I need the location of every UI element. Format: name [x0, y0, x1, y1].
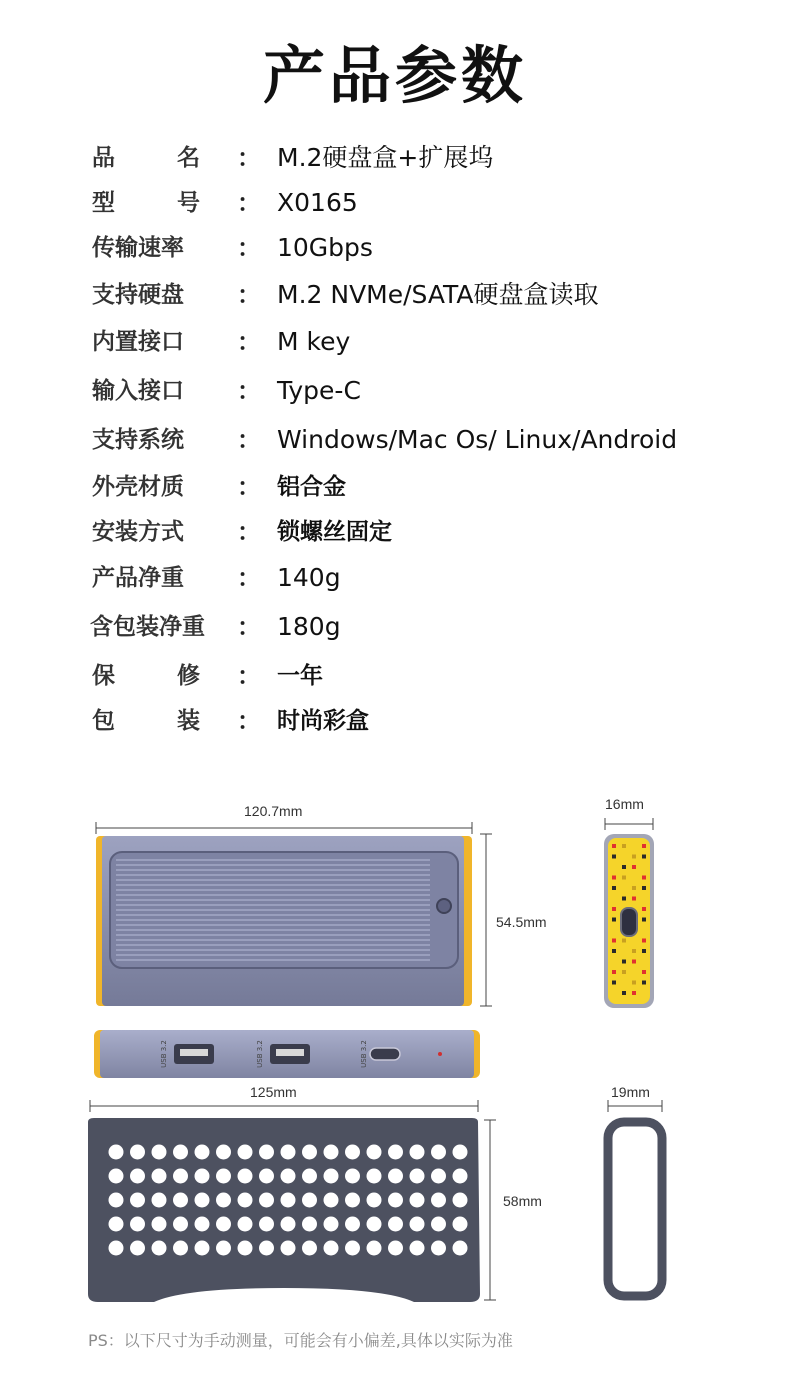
spec-label-part: 号 [177, 190, 200, 216]
case-hole [130, 1169, 145, 1184]
texture-dot [622, 897, 626, 901]
case-hole [302, 1193, 317, 1208]
spec-row [0, 512, 790, 552]
case-hole [281, 1193, 296, 1208]
dim-case-height: 58mm [503, 1193, 542, 1209]
usb-a-2-label: USB 3.2 [255, 1040, 264, 1068]
case-hole [431, 1241, 446, 1256]
case-illustration [84, 1098, 504, 1310]
spec-label-part: 传输速率 [92, 235, 184, 261]
case-hole [410, 1193, 425, 1208]
case-hole [216, 1169, 231, 1184]
case-hole [367, 1169, 382, 1184]
spec-value: 140g [277, 563, 341, 592]
case-hole [367, 1145, 382, 1160]
spec-row [0, 228, 790, 268]
spec-row [0, 467, 790, 507]
texture-dot [632, 855, 636, 859]
spec-row [0, 138, 790, 178]
case-hole [324, 1145, 339, 1160]
spec-value: M key [277, 327, 351, 356]
spec-label [92, 228, 216, 268]
spec-label-part: 含包装净重 [90, 614, 205, 640]
case-hole [173, 1193, 188, 1208]
case-hole [259, 1217, 274, 1232]
case-hole [173, 1145, 188, 1160]
case-hole [431, 1193, 446, 1208]
spec-value: X0165 [277, 188, 358, 217]
case-hole [302, 1217, 317, 1232]
texture-dot [622, 865, 626, 869]
case-hole [345, 1145, 360, 1160]
case-hole [410, 1241, 425, 1256]
case-hole [173, 1169, 188, 1184]
case-hole [238, 1193, 253, 1208]
case-hole [367, 1193, 382, 1208]
dim-top-width: 120.7mm [244, 803, 303, 819]
spec-colon: ： [237, 281, 261, 309]
case-hole [109, 1145, 124, 1160]
spec-label [92, 138, 200, 178]
case-hole [152, 1193, 167, 1208]
case-hole [388, 1169, 403, 1184]
case-hole [152, 1169, 167, 1184]
spec-row [0, 183, 790, 223]
case-hole [324, 1241, 339, 1256]
spec-label-part: 装 [177, 708, 200, 734]
spec-colon: ： [237, 144, 261, 172]
case-hole [345, 1169, 360, 1184]
case-hole [302, 1169, 317, 1184]
case-hole [431, 1169, 446, 1184]
spec-label-part: 输入接口 [92, 378, 184, 404]
page-title: 产品参数 [262, 39, 527, 112]
spec-label [92, 558, 216, 598]
spec-row [0, 701, 790, 741]
spec-row [0, 656, 790, 696]
spec-row [0, 420, 790, 460]
case-hole [130, 1145, 145, 1160]
case-hole [259, 1193, 274, 1208]
case-hole [216, 1217, 231, 1232]
case-hole [109, 1217, 124, 1232]
spec-label [92, 420, 216, 460]
case-hole [410, 1145, 425, 1160]
spec-value: 180g [277, 612, 341, 641]
case-hole [367, 1241, 382, 1256]
spec-label-part: 品 [92, 145, 115, 171]
case-hole [195, 1145, 210, 1160]
case-hole [453, 1145, 468, 1160]
case-hole [195, 1217, 210, 1232]
spec-row [0, 322, 790, 362]
ps-note: PS：以下尺寸为手动测量，可能会有小偏差,具体以实际为准 [88, 1331, 513, 1350]
case-hole [324, 1193, 339, 1208]
case-hole [259, 1145, 274, 1160]
spec-label [92, 371, 216, 411]
spec-value: 10Gbps [277, 233, 373, 262]
dim-top-height: 54.5mm [496, 914, 547, 930]
texture-dot [622, 991, 626, 995]
case-hole [345, 1241, 360, 1256]
texture-dot [642, 907, 646, 911]
spec-label-part: 外壳材质 [92, 474, 184, 500]
case-hole [259, 1169, 274, 1184]
end-view-illustration [598, 814, 662, 1010]
spec-colon: ： [237, 518, 261, 546]
case-hole [453, 1169, 468, 1184]
spec-label-part: 型 [92, 190, 115, 216]
case-hole [431, 1145, 446, 1160]
texture-dot [642, 855, 646, 859]
spec-value: Type-C [277, 376, 361, 405]
case-hole [388, 1145, 403, 1160]
case-hole [324, 1217, 339, 1232]
case-hole [238, 1217, 253, 1232]
case-hole [388, 1241, 403, 1256]
spec-row [0, 607, 790, 647]
spec-label-part: 支持硬盘 [92, 282, 184, 308]
case-hole [195, 1241, 210, 1256]
case-hole [173, 1241, 188, 1256]
spec-label-part: 名 [177, 145, 200, 171]
case-hole [238, 1145, 253, 1160]
texture-dot [642, 876, 646, 880]
texture-dot [622, 970, 626, 974]
case-hole [109, 1241, 124, 1256]
texture-dot [612, 981, 616, 985]
texture-dot [612, 949, 616, 953]
case-hole [130, 1217, 145, 1232]
spec-label [92, 467, 216, 507]
spec-colon: ： [237, 189, 261, 217]
texture-dot [632, 960, 636, 964]
spec-label-part: 包 [92, 708, 115, 734]
case-hole [259, 1241, 274, 1256]
texture-dot [642, 844, 646, 848]
texture-dot [642, 970, 646, 974]
spec-label-part: 安装方式 [92, 519, 184, 545]
case-hole [109, 1169, 124, 1184]
texture-dot [612, 970, 616, 974]
spec-value: 锁螺丝固定 [277, 519, 392, 545]
case-side-illustration [600, 1098, 670, 1302]
texture-dot [642, 939, 646, 943]
texture-dot [642, 918, 646, 922]
texture-dot [632, 865, 636, 869]
port-view-illustration [94, 1030, 480, 1080]
case-hole [238, 1241, 253, 1256]
case-hole [238, 1169, 253, 1184]
case-hole [281, 1241, 296, 1256]
spec-colon: ： [237, 613, 261, 641]
texture-dot [612, 844, 616, 848]
usb-c-label: USB 3.2 [359, 1040, 368, 1068]
spec-row [0, 371, 790, 411]
texture-dot [622, 844, 626, 848]
case-hole [431, 1217, 446, 1232]
case-hole [130, 1193, 145, 1208]
case-hole [152, 1241, 167, 1256]
texture-dot [642, 949, 646, 953]
spec-value: 铝合金 [277, 474, 346, 500]
texture-dot [642, 981, 646, 985]
texture-dot [612, 855, 616, 859]
spec-colon: ： [237, 328, 261, 356]
case-hole [410, 1217, 425, 1232]
case-hole [388, 1217, 403, 1232]
case-hole [367, 1217, 382, 1232]
case-hole [130, 1241, 145, 1256]
spec-colon: ： [237, 662, 261, 690]
case-hole [152, 1217, 167, 1232]
case-hole [388, 1193, 403, 1208]
usb-a-1-label: USB 3.2 [159, 1040, 168, 1068]
case-hole [302, 1145, 317, 1160]
case-hole [109, 1193, 124, 1208]
spec-colon: ： [237, 377, 261, 405]
spec-colon: ： [237, 426, 261, 454]
spec-label [92, 701, 200, 741]
texture-dot [632, 991, 636, 995]
dim-case-width: 125mm [250, 1084, 297, 1100]
case-hole [195, 1169, 210, 1184]
spec-colon: ： [237, 234, 261, 262]
spec-colon: ： [237, 707, 261, 735]
case-hole [216, 1193, 231, 1208]
case-hole [302, 1241, 317, 1256]
texture-dot [642, 886, 646, 890]
texture-dot [612, 876, 616, 880]
case-hole [453, 1241, 468, 1256]
texture-dot [622, 876, 626, 880]
case-hole [173, 1217, 188, 1232]
texture-dot [632, 981, 636, 985]
case-hole [195, 1193, 210, 1208]
case-hole [345, 1193, 360, 1208]
case-hole [345, 1217, 360, 1232]
dim-side-width: 16mm [605, 796, 644, 812]
case-hole [281, 1169, 296, 1184]
spec-colon: ： [237, 564, 261, 592]
texture-dot [622, 960, 626, 964]
texture-dot [632, 949, 636, 953]
dim-case-side-width: 19mm [611, 1084, 650, 1100]
spec-label [92, 656, 200, 696]
spec-label [92, 275, 216, 315]
texture-dot [612, 918, 616, 922]
texture-dot [612, 939, 616, 943]
spec-label-part: 保 [92, 663, 115, 689]
case-hole [281, 1217, 296, 1232]
spec-label [90, 607, 214, 647]
spec-value: M.2硬盘盒+扩展坞 [277, 143, 494, 172]
spec-value: Windows/Mac Os/ Linux/Android [277, 425, 678, 454]
spec-value: 一年 [277, 663, 323, 689]
spec-value: 时尚彩盒 [277, 708, 369, 734]
spec-label-part: 产品净重 [92, 565, 184, 591]
spec-label-part: 修 [177, 663, 200, 689]
spec-label [92, 512, 216, 552]
top-view-illustration [88, 818, 498, 1014]
case-hole [216, 1241, 231, 1256]
case-hole [152, 1145, 167, 1160]
texture-dot [632, 897, 636, 901]
spec-row [0, 275, 790, 315]
texture-dot [612, 907, 616, 911]
case-hole [453, 1193, 468, 1208]
spec-label-part: 内置接口 [92, 329, 184, 355]
case-hole [324, 1169, 339, 1184]
spec-row [0, 558, 790, 598]
texture-dot [622, 939, 626, 943]
case-hole [410, 1169, 425, 1184]
texture-dot [632, 886, 636, 890]
spec-label [92, 183, 200, 223]
spec-colon: ： [237, 473, 261, 501]
spec-label-part: 支持系统 [92, 427, 184, 453]
case-hole [216, 1145, 231, 1160]
texture-dot [612, 886, 616, 890]
spec-label [92, 322, 216, 362]
case-hole [453, 1217, 468, 1232]
spec-value: M.2 NVMe/SATA硬盘盒读取 [277, 280, 599, 309]
case-hole [281, 1145, 296, 1160]
